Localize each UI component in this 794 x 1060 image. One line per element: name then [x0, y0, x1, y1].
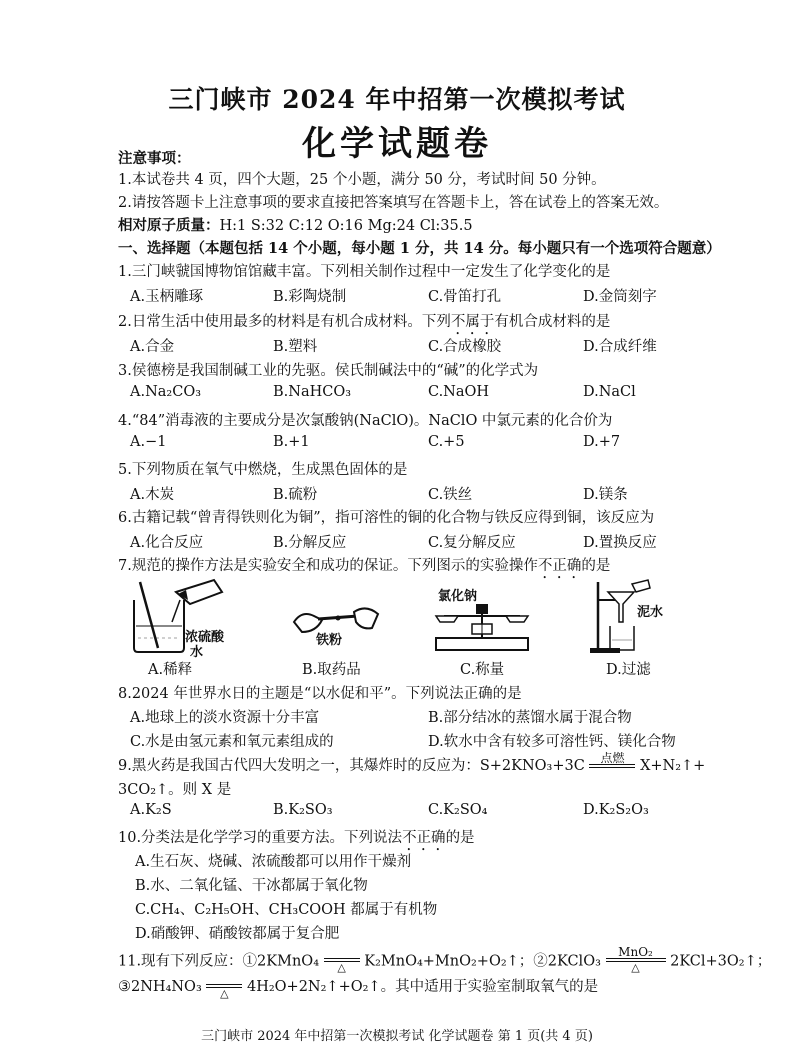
- q2-option-c: C.合成橡胶: [428, 339, 502, 355]
- q10-stem-b: 的是: [445, 830, 475, 846]
- q3-stem: 3.侯德榜是我国制碱工业的先驱。侯氏制碱法中的“碱”的化学式为: [118, 363, 539, 379]
- q1-option-a: A.玉柄雕琢: [130, 289, 204, 305]
- heat-condition-2: [206, 984, 242, 999]
- q9-option-c: C.K₂SO₄: [428, 802, 488, 818]
- q4-option-d: D.+7: [583, 434, 621, 450]
- q11-line2-b: 4H₂O+2N₂↑+O₂↑。其中适用于实验室制取氧气的是: [246, 979, 599, 995]
- q6-option-d: D.置换反应: [583, 535, 657, 551]
- notice-2: 2.请按答题卡上注意事项的要求直接把答案填写在答题卡上，答在试卷上的答案无效。: [118, 195, 669, 211]
- q9-stem-b: X+N₂↑+: [640, 758, 706, 774]
- q9-option-a: A.K₂S: [130, 802, 172, 818]
- exam-subtitle: 化学试题卷: [302, 124, 492, 164]
- q6-option-b: B.分解反应: [273, 535, 347, 551]
- q2-stem-b: 有机合成材料的是: [494, 314, 611, 330]
- sodium-chloride-label: 氯化钠: [438, 589, 478, 604]
- notice-1: 1.本试卷共 4 页，四个大题，25 个小题，满分 50 分，考试时间 50 分钟。: [118, 172, 606, 188]
- q11-line1-a: 11.现有下列反应：①2KMnO₄: [118, 953, 320, 970]
- q7-stem-a: 7.规范的操作方法是实验安全和成功的保证。下列图示的实验操作: [118, 558, 538, 574]
- q7-option-d: D.过滤: [606, 662, 651, 678]
- q9-option-b: B.K₂SO₃: [273, 802, 333, 818]
- q1-option-b: B.彩陶烧制: [273, 289, 347, 305]
- q8-option-a: A.地球上的淡水资源十分丰富: [130, 710, 320, 726]
- q2-stem: [118, 310, 610, 338]
- q9-stem-a: 9.黑火药是我国古代四大发明之一，其爆炸时的反应为：S+2KNO₃+3C: [118, 758, 585, 774]
- q7-option-a: A.稀释: [148, 662, 193, 678]
- q2-option-b: B.塑料: [273, 339, 318, 355]
- q7-option-c: C.称量: [460, 662, 505, 678]
- notice-heading: 注意事项：: [118, 150, 191, 167]
- q3-option-c: C.NaOH: [428, 384, 490, 400]
- conc-sulfuric-acid-label: 浓硫酸: [185, 630, 225, 645]
- q11-line-1: [118, 945, 772, 975]
- q5-option-c: C.铁丝: [428, 487, 473, 503]
- q10-option-d: D.硝酸钾、硝酸铵都属于复合肥: [135, 926, 340, 942]
- q2-stem-a: 2.日常生活中使用最多的材料是有机合成材料。下列: [118, 314, 451, 330]
- q10-option-c: C.CH₄、C₂H₅OH、CH₃COOH 都属于有机物: [135, 902, 438, 918]
- q3-option-b: B.NaHCO₃: [273, 384, 352, 400]
- q4-option-c: C.+5: [428, 434, 465, 450]
- q11-line-2: [118, 975, 599, 1000]
- q6-stem: 6.古籍记载“曾青得铁则化为铜”，指可溶性的铜的化合物与铁反应得到铜，该反应为: [118, 510, 655, 526]
- muddy-water-label: 泥水: [637, 605, 664, 620]
- q10-stem-a: 10.分类法是化学学习的重要方法。下列说法: [118, 830, 403, 846]
- iron-powder-label: 铁粉: [316, 633, 343, 648]
- q8-option-c: C.水是由氢元素和氧元素组成的: [130, 734, 334, 750]
- q7-option-b: B.取药品: [302, 662, 361, 678]
- q7-stem-b: 的是: [581, 558, 611, 574]
- heat-symbol: △: [337, 961, 346, 974]
- q9-stem-c: 3CO₂↑。则 X 是: [118, 782, 232, 798]
- heat-symbol: △: [631, 961, 640, 974]
- balance-figure: [432, 600, 532, 654]
- q5-option-a: A.木炭: [130, 487, 175, 503]
- q8-option-d: D.软水中含有较多可溶性钙、镁化合物: [428, 734, 676, 750]
- q3-option-d: D.NaCl: [583, 384, 636, 400]
- q6-option-a: A.化合反应: [130, 535, 204, 551]
- q6-option-c: C.复分解反应: [428, 535, 516, 551]
- q4-option-a: A.−1: [130, 434, 167, 450]
- catalyst-label: MnO₂: [618, 945, 653, 959]
- q4-stem: 4.“84”消毒液的主要成分是次氯酸钠(NaClO)。NaClO 中氯元素的化合价为: [118, 413, 613, 429]
- q1-stem: 1.三门峡虢国博物馆馆藏丰富。下列相关制作过程中一定发生了化学变化的是: [118, 264, 611, 280]
- q11-line1-b: K₂MnO₄+MnO₂+O₂↑；②2KClO₃: [364, 953, 601, 970]
- q1-option-d: D.金筒刻字: [583, 289, 657, 305]
- q1-option-c: C.骨笛打孔: [428, 289, 502, 305]
- exam-title: 三门峡市 2024 年中招第一次模拟考试: [168, 85, 626, 114]
- heat-condition-1: [324, 958, 360, 973]
- q2-option-a: A.合金: [130, 339, 175, 355]
- page-footer: 三门峡市 2024 年中招第一次模拟考试 化学试题卷 第 1 页(共 4 页): [201, 1029, 593, 1044]
- atomic-mass-line: [118, 214, 473, 235]
- q5-stem: 5.下列物质在氧气中燃烧，生成黑色固体的是: [118, 462, 408, 478]
- q5-option-d: D.镁条: [583, 487, 628, 503]
- ignite-condition: [589, 752, 635, 768]
- q9-option-d: D.K₂S₂O₃: [583, 802, 649, 818]
- ignite-label: 点燃: [600, 751, 625, 765]
- q2-stem-emphasis: 不属于: [450, 314, 495, 330]
- q8-option-b: B.部分结冰的蒸馏水属于混合物: [428, 710, 632, 726]
- q8-stem: 8.2024 年世界水日的主题是“以水促和平”。下列说法正确的是: [118, 686, 522, 702]
- atomic-mass-values: H:1 S:32 C:12 O:16 Mg:24 Cl:35.5: [219, 218, 473, 234]
- q2-option-d: D.合成纤维: [583, 339, 657, 355]
- q7-stem-emphasis: 不正确: [537, 558, 582, 574]
- q11-line1-c: 2KCl+3O₂↑；: [670, 953, 772, 970]
- q11-line2-a: ③2NH₄NO₃: [118, 979, 202, 995]
- water-label: 水: [190, 645, 204, 660]
- q10-option-b: B.水、二氧化锰、干冰都属于氧化物: [135, 878, 368, 894]
- atomic-mass-label: 相对原子质量：: [118, 217, 220, 234]
- heat-symbol: △: [220, 986, 229, 1000]
- q4-option-b: B.+1: [273, 434, 310, 450]
- q10-stem-emphasis: 不正确: [402, 830, 446, 846]
- q3-option-a: A.Na₂CO₃: [130, 384, 202, 400]
- q10-option-a: A.生石灰、烧碱、浓硫酸都可以用作干燥剂: [135, 854, 412, 870]
- catalyst-condition: [606, 946, 666, 973]
- q9-stem: [118, 751, 706, 775]
- q5-option-b: B.硫粉: [273, 487, 318, 503]
- section-heading: 一、选择题（本题包括 14 个小题，每小题 1 分，共 14 分。每小题只有一个选项符合题意）: [118, 240, 721, 257]
